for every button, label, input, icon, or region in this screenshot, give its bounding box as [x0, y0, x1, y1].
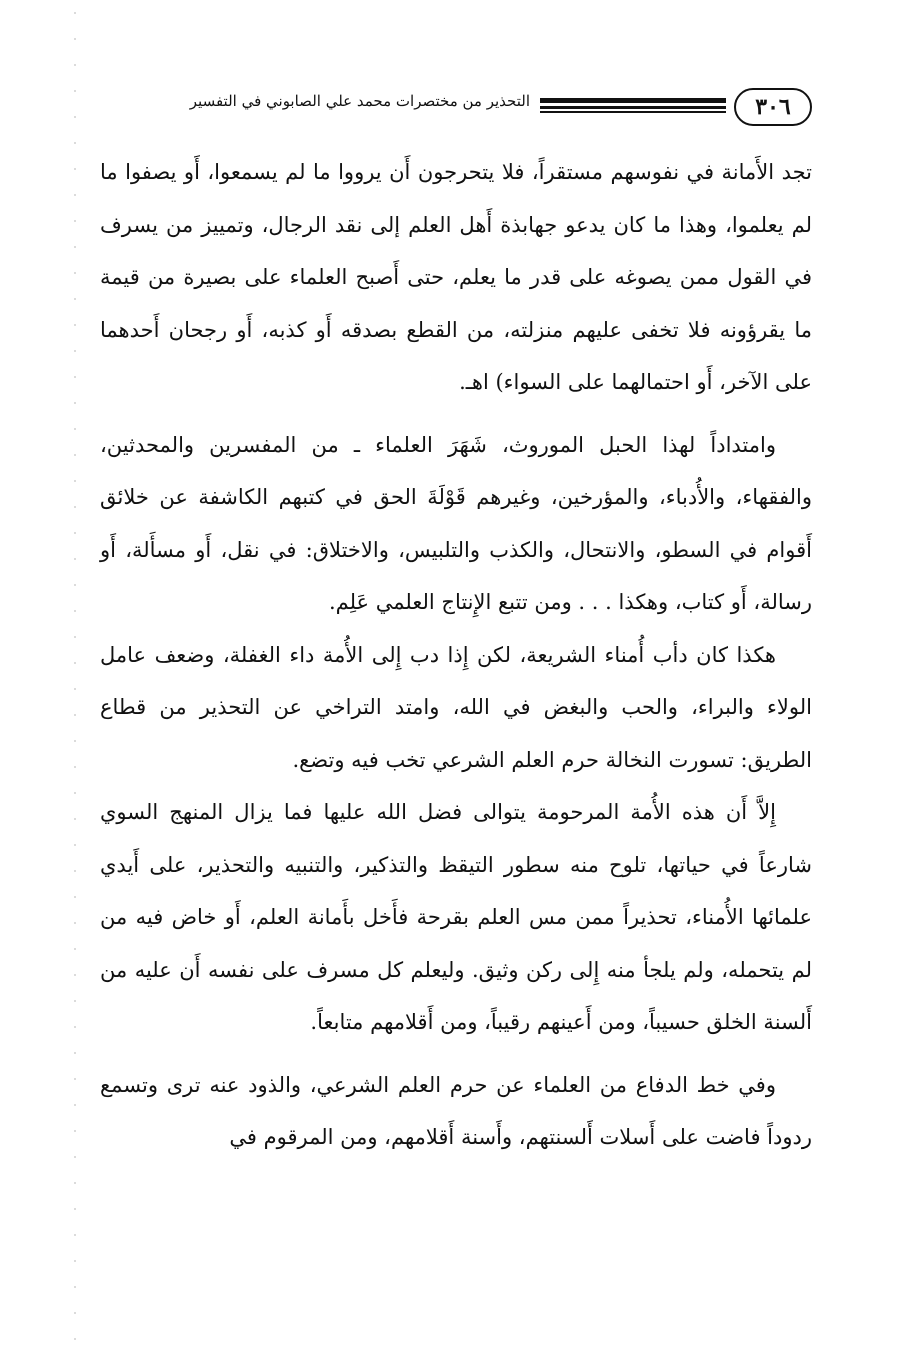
- body-text: [100, 146, 812, 1164]
- paragraph-3: هكذا كان دأب أُمناء الشريعة، لكن إِذا دب إِلى الأُمة داء الغفلة، وضعف عامل الولاء والبراء، والحب والبغض في الله، وامتد التراخي عن التحذير من قطاع الطريق: تسورت النخالة حرم العلم الشرعي تخب فيه وتضع.: [100, 642, 812, 772]
- header-rule-thick: [540, 98, 726, 103]
- header-rule-lines: [540, 96, 726, 116]
- scan-margin-marks: [74, 0, 76, 1351]
- header-rule-thin: [540, 111, 726, 113]
- paragraph-4: إِلاَّ أَن هذه الأُمة المرحومة يتوالى فضل الله عليها فما يزال المنهج السوي شارعاً في حياتها، تلوح منه سطور التيقظ والتذكير، والتنبيه والتحذير، على أَيدي علمائها الأُمناء، تحذيراً ممن مس العلم بقرحة فأَخل بأَمانة العلم، أَو خاض فيه من لم يتحمله، ولم يلجأ منه إِلى ركن وثيق. وليعلم كل مسرف على نفسه أَن عليه من أَلسنة الخلق حسيباً، ومن أَعينهم رقيباً، ومن أَقلامهم متابعاً.: [100, 800, 812, 1034]
- paragraph-5: وفي خط الدفاع من العلماء عن حرم العلم الشرعي، والذود عنه ترى وتسمع ردوداً فاضت على أَسلات أَلسنتهم، وأَسنة أَقلامهم، ومن المرقوم في: [100, 1072, 812, 1149]
- page-number: ٣٠٦: [734, 88, 812, 126]
- paragraph-continuation: تجد الأَمانة في نفوسهم مستقراً، فلا يتحرجون أَن يرووا ما لم يسمعوا، أَو يصفوا ما لم يعلموا، وهذا ما كان يدعو جهابذة أَهل العلم إلى نقد الرجال، وتمييز من يسرف في القول ممن يصوغه على قدر ما يعلم، حتى أَصبح العلماء على بصيرة من قيمة ما يقرؤونه فلا تخفى عليهم منزلته، من القطع بصدقه أَو كذبه، أَو رجحان أَحدهما على الآخر، أَو احتمالهما على السواء) اهـ.: [100, 160, 812, 394]
- page-header: [100, 80, 812, 130]
- running-title: التحذير من مختصرات محمد علي الصابوني في التفسير: [189, 92, 530, 110]
- paragraph-2: وامتداداً لهذا الحبل الموروث، شَهَرَ العلماء ـ من المفسرين والمحدثين، والفقهاء، والأُدباء، والمؤرخين، وغيرهم قَوْلَةَ الحق في كتبهم الكاشفة عن خلائق أَقوام في السطو، والانتحال، والكذب والتلبيس، والاختلاق: في نقل، أَو مسأَلة، أَو رسالة، أَو كتاب، وهكذا . . . ومن تتبع الإِنتاج العلمي عَلِم.: [100, 432, 812, 614]
- header-rule-medium: [540, 106, 726, 109]
